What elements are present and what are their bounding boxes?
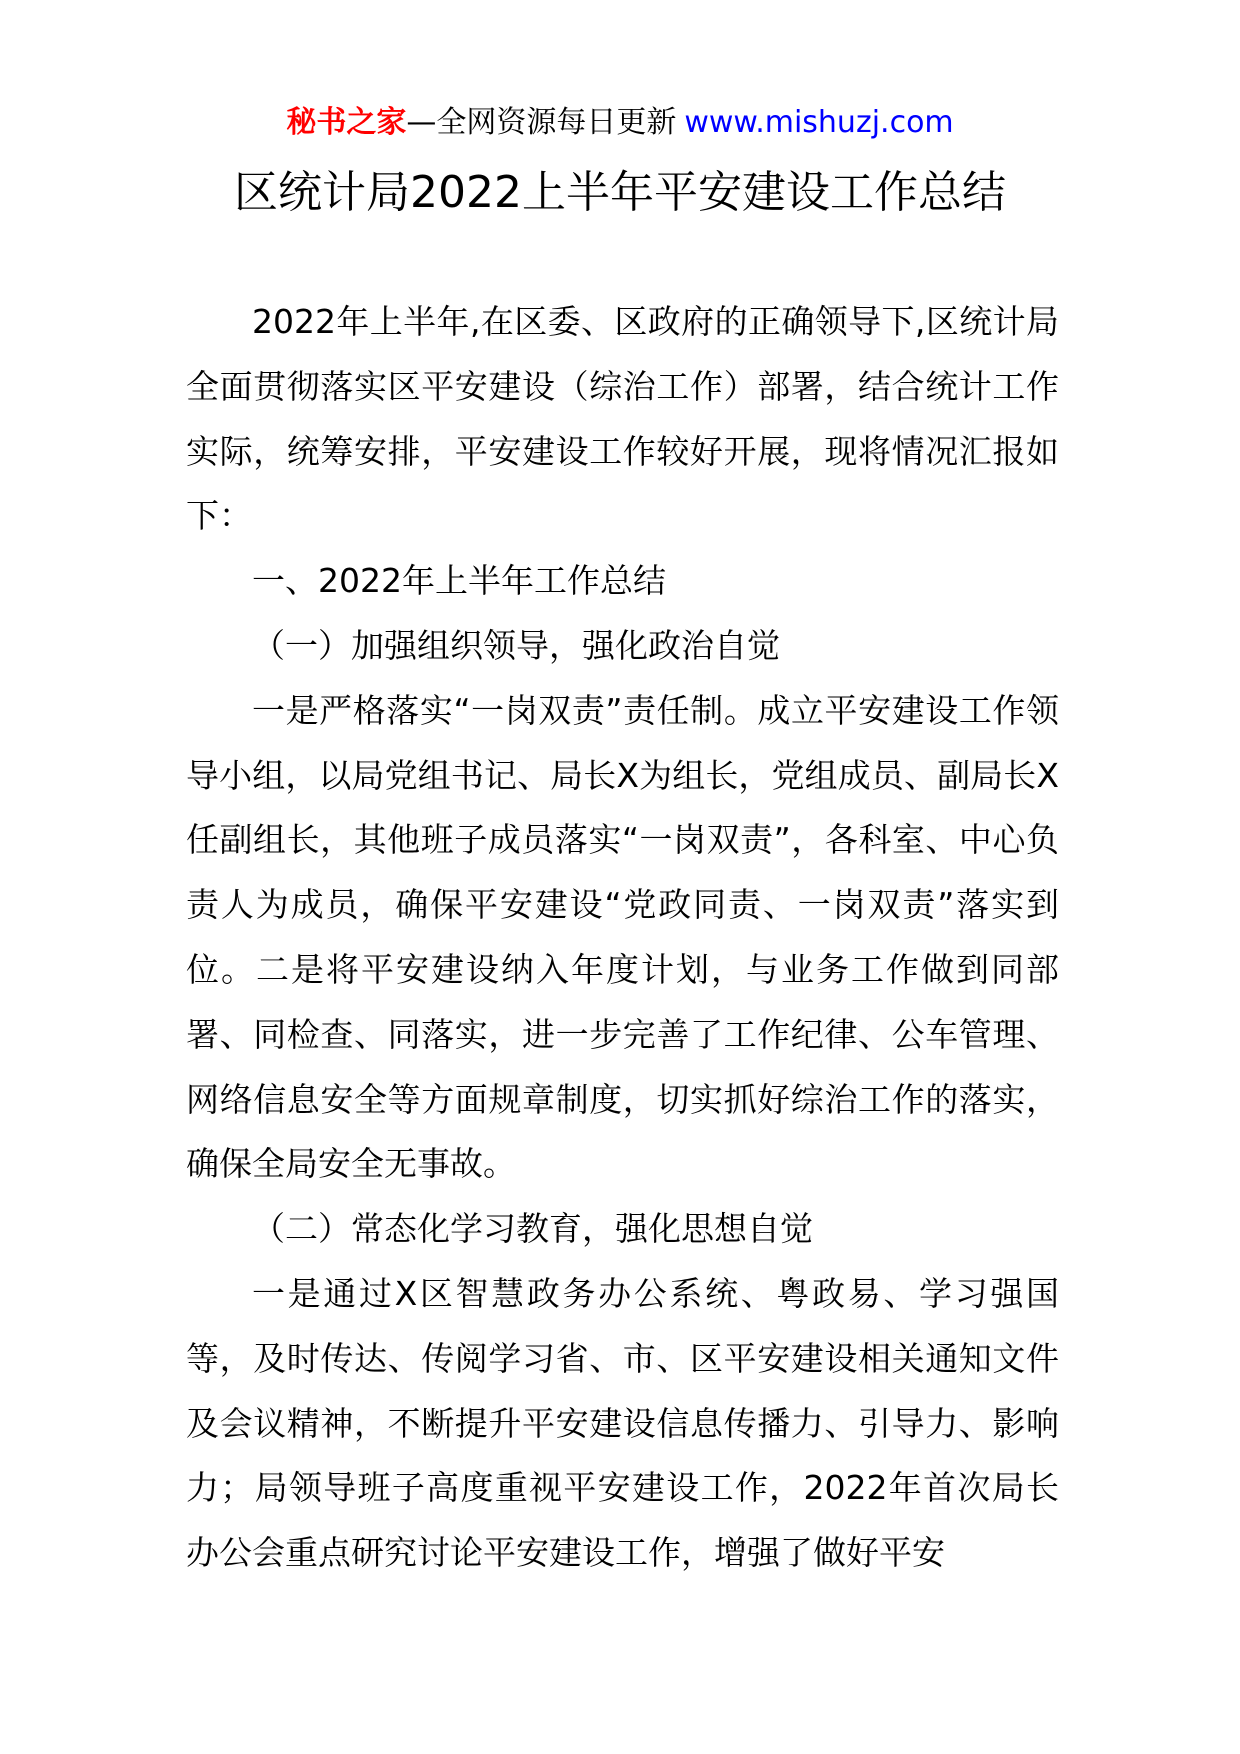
subsection-heading: （一）加强组织领导，强化政治自觉 xyxy=(252,625,780,665)
subsection-heading: （二）常态化学习教育，强化思想自觉 xyxy=(252,1209,813,1249)
body-paragraph: 一是严格落实“一岗双责”责任制。成立平安建设工作领导小组，以局党组书记、局长X为组长，党组成员、副局长X任副组长，其他班子成员落实“一岗双责”，各科室、中心负责人为成员，确保平安建设“党政同责、一岗双责”落实到位。二是将平安建设纳入年度计划，与业务工作做到同部署、同检查、同落实，进一步完善了工作纪律、公车管理、网络信息安全等方面规章制度，切实抓好综治工作的落实，确保全局安全无事故。 xyxy=(186,690,1059,1184)
body-paragraph: 一是通过X区智慧政务办公系统、粤政易、学习强国等，及时传达、传阅学习省、市、区平安建设相关通知文件及会议精神，不断提升平安建设信息传播力、引导力、影响力；局领导班子高度重视平安建设工作，2022年首次局长办公会重点研究讨论平安建设工作，增强了做好平安 xyxy=(186,1273,1059,1573)
section-heading: 一、2022年上半年工作总结 xyxy=(252,561,666,601)
document-title: 区统计局2022上半年平安建设工作总结 xyxy=(234,167,1006,218)
header-slogan: —全网资源每日更新 xyxy=(406,105,677,140)
document-body xyxy=(186,290,1059,1586)
site-header xyxy=(0,103,1240,143)
brand-name: 秘书之家 xyxy=(286,105,407,140)
site-link[interactable]: www.mishuzj.com xyxy=(684,105,954,140)
intro-paragraph: 2022年上半年,在区委、区政府的正确领导下,区统计局全面贯彻落实区平安建设（综治工作）部署，结合统计工作实际，统筹安排，平安建设工作较好开展，现将情况汇报如下： xyxy=(186,302,1059,536)
